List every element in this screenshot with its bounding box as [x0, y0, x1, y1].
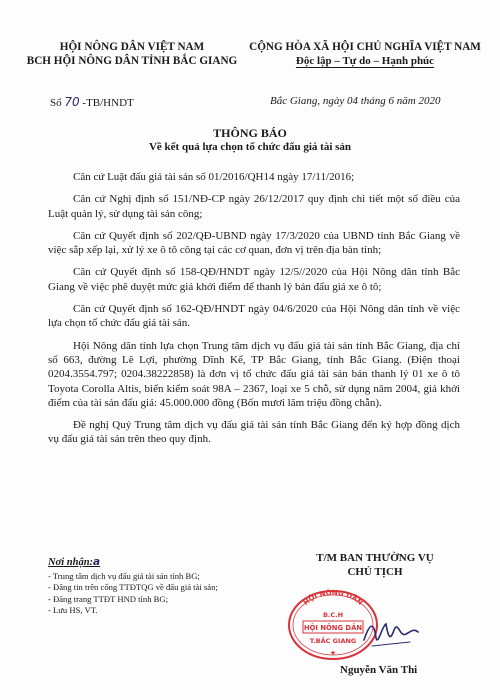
issuer-header: [22, 40, 242, 68]
doc-number-handwritten: 70: [64, 95, 80, 109]
recipients-title-text: Nơi nhận:: [48, 557, 94, 568]
stamp-star-icon: ★: [329, 649, 337, 657]
national-motto: Độc lập – Tự do – Hạnh phúc: [295, 55, 435, 67]
document-subtitle: Về kết quả lựa chọn tổ chức đấu giá tài sản: [148, 141, 352, 153]
recipients-title: [48, 557, 268, 569]
body-paragraph: Căn cứ Quyết định số 202/QĐ-UBND ngày 17/3/2020 của UBND tỉnh Bắc Giang về việc sắp xếp lại, xử lý xe ô tô công tại các cơ quan, đơn vị trên địa bàn tỉnh;: [48, 229, 460, 257]
body-paragraph: Hội Nông dân tỉnh lựa chọn Trung tâm dịch vụ đấu giá tài sản tỉnh Bắc Giang, địa chỉ số 663, đường Lê Lợi, phường Dĩnh Kế, TP Bắc Giang, tỉnh Bắc Giang. (Điện thoại 0204.3554.797; 0204.38222858) là đơn vị tổ chức đấu giá tài sản bán thanh lý 01 xe ô tô Toyota Corolla Altis, biển kiểm soát 98A – 2367, loại xe 5 chỗ, sử dụng năm 2004, giá khởi điểm của tài sản đấu giá: 45.000.000 đồng (Bốn mươi lăm triệu đồng chẵn).: [48, 339, 460, 409]
body-paragraph: Căn cứ Nghị định số 151/NĐ-CP ngày 26/12/2017 quy định chi tiết một số điều của Luật quản lý, sử dụng tài sản công;: [48, 193, 460, 220]
body-paragraph: Căn cứ Quyết định số 158-QĐ/HNDT ngày 12/5//2020 của Hội Nông dân tỉnh Bắc Giang về việc phê duyệt mức giá khởi điểm để thanh lý bán đấu giá xe ô tô;: [48, 266, 460, 293]
national-header: [245, 40, 485, 69]
recipients-block: [48, 557, 268, 617]
signature-authority: T/M BAN THƯỜNG VỤ: [316, 552, 434, 564]
doc-number-prefix: Số: [50, 97, 62, 109]
stamp-line-1: B.C.H: [322, 611, 344, 619]
stamp-arc-text: HỘI NÔNG DÂN: [301, 588, 365, 607]
document-title: THÔNG BÁO: [213, 126, 287, 140]
body-paragraph: Căn cứ Luật đấu giá tài sản số 01/2016/QH14 ngày 17/11/2016;: [73, 171, 355, 183]
body-paragraph: Đề nghị Quý Trung tâm dịch vụ đấu giá tài sản tỉnh Bắc Giang đến ký hợp đồng dịch vụ đấu giá tài sản trên theo quy định.: [48, 419, 460, 446]
body-paragraph: Căn cứ Quyết định số 162-QĐ/HNDT ngày 04/6/2020 của Hội Nông dân tỉnh về việc lựa chọn tổ chức đấu giá tài sản.: [48, 303, 460, 330]
recipient-item: - Trung tâm dịch vụ đấu giá tài sản tỉnh BG;: [48, 570, 200, 581]
document-body: [48, 170, 460, 455]
recipients-title-mark: a: [93, 556, 101, 568]
doc-number-suffix: -TB/HNDT: [82, 97, 134, 109]
place-date: Bắc Giang, ngày 04 tháng 6 năm 2020: [270, 95, 441, 107]
issuer-branch: BCH HỘI NÔNG DÂN TỈNH BẮC GIANG: [26, 55, 238, 67]
signature-position: CHỦ TỊCH: [347, 566, 403, 578]
recipient-item: - Đăng trang TTĐT HND tỉnh BG;: [48, 593, 168, 604]
stamp-line-3: T.BẮC GIANG: [309, 637, 357, 645]
handwritten-signature: [360, 612, 420, 652]
recipient-item: - Lưu HS, VT.: [48, 605, 98, 615]
signature-block: [290, 552, 460, 578]
signer-name: Nguyễn Văn Thi: [340, 664, 418, 676]
document-number: [50, 95, 134, 109]
national-title: CỘNG HÒA XÃ HỘI CHỦ NGHĨA VIỆT NAM: [249, 41, 481, 53]
recipient-item: - Đăng tin trên cổng TTĐTQG về đấu giá tài sản;: [48, 582, 218, 592]
stamp-line-2: HỘI NÔNG DÂN: [303, 624, 363, 632]
svg-text:HỘI NÔNG DÂN: [302, 588, 364, 607]
issuer-org: HỘI NÔNG DÂN VIỆT NAM: [59, 41, 205, 53]
